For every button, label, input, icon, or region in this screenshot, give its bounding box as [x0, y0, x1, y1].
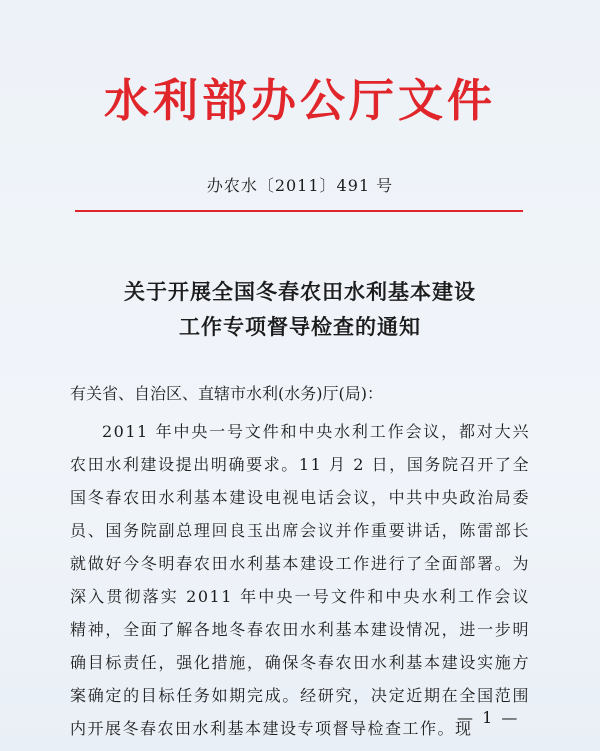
- document-title-line-2: 工作专项督导检查的通知: [179, 315, 421, 339]
- document-number: 办农水〔2011〕491 号: [206, 176, 394, 195]
- issuer-header: 水利部办公厅文件: [103, 74, 496, 127]
- salutation: 有关省、自治区、直辖市水利(水务)厅(局)：: [70, 384, 383, 403]
- body-paragraph: 2011 年中央一号文件和中央水利工作会议，都对大兴农田水利建设提出明确要求。11 月 2 日，国务院召开了全国冬春农田水利基本建设电视电话会议，中共中央政治局委员、国务院副总理回良玉出席会议并作重要讲话，陈雷部长就做好今冬明春农田水利基本建设工作进行了全面部署。为深入贯彻落实 2011 年中央一号文件和中央水利工作会议精神，全面了解各地冬春农田水利基本建设情况，进一步明确目标责任，强化措施，确保冬春农田水利基本建设实施方案确定的目标任务如期完成。经研究，决定近期在全国范围内开展冬春农田水利基本建设专项督导检查工作。现: [70, 422, 530, 738]
- page-number: — 1 —: [457, 708, 520, 727]
- red-divider-line: [75, 210, 523, 212]
- document-title-line-1: 关于开展全国冬春农田水利基本建设: [124, 280, 476, 304]
